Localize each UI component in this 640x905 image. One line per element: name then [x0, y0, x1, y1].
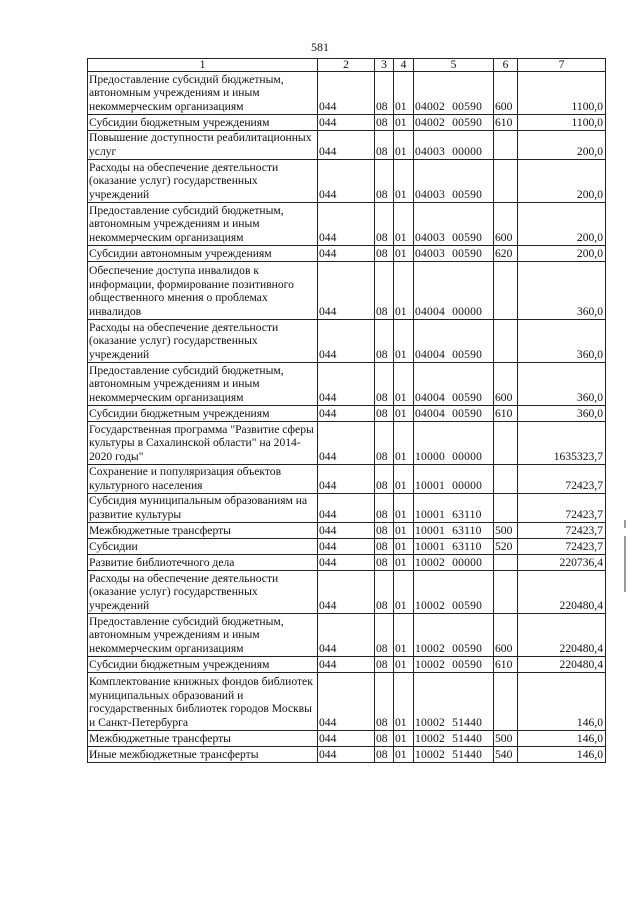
ministry-code: 044	[318, 731, 375, 747]
subsection-code: 01	[394, 72, 414, 115]
amount: 146,0	[518, 747, 606, 763]
target-article-code: 10002 00590	[414, 571, 494, 614]
ministry-code: 044	[318, 673, 375, 731]
subsection-code: 01	[394, 614, 414, 657]
target-article-code: 04003 00590	[414, 160, 494, 203]
target-article-code: 04004 00590	[414, 363, 494, 406]
ministry-code: 044	[318, 523, 375, 539]
amount: 360,0	[518, 363, 606, 406]
table-row	[88, 406, 606, 422]
amount: 220480,4	[518, 657, 606, 673]
expense-type-code	[494, 465, 518, 494]
ministry-code: 044	[318, 614, 375, 657]
subsection-code: 01	[394, 747, 414, 763]
scan-artifact	[624, 520, 626, 528]
expense-name: Субсидии бюджетным учреждениям	[88, 115, 318, 131]
ministry-code: 044	[318, 657, 375, 673]
expense-type-code: 520	[494, 539, 518, 555]
amount: 360,0	[518, 406, 606, 422]
amount: 360,0	[518, 262, 606, 320]
expense-type-code: 610	[494, 657, 518, 673]
amount: 146,0	[518, 731, 606, 747]
target-article-code: 10000 00000	[414, 422, 494, 465]
ministry-code: 044	[318, 539, 375, 555]
target-article-code: 04003 00590	[414, 246, 494, 262]
table-row	[88, 523, 606, 539]
section-code: 08	[375, 465, 394, 494]
subsection-code: 01	[394, 571, 414, 614]
expense-type-code: 500	[494, 731, 518, 747]
expense-name: Предоставление субсидий бюджетным, автономным учреждениям и иным некоммерческим организациям	[88, 614, 318, 657]
table-row	[88, 571, 606, 614]
expense-type-code: 500	[494, 523, 518, 539]
table-row	[88, 555, 606, 571]
table-header-row	[88, 59, 606, 72]
section-code: 08	[375, 422, 394, 465]
ministry-code: 044	[318, 363, 375, 406]
ministry-code: 044	[318, 246, 375, 262]
target-article-code: 10002 00000	[414, 555, 494, 571]
section-code: 08	[375, 523, 394, 539]
ministry-code: 044	[318, 115, 375, 131]
section-code: 08	[375, 673, 394, 731]
target-article-code: 10001 63110	[414, 539, 494, 555]
subsection-code: 01	[394, 160, 414, 203]
amount: 220480,4	[518, 571, 606, 614]
target-article-code: 04004 00590	[414, 406, 494, 422]
expense-type-code	[494, 494, 518, 523]
ministry-code: 044	[318, 422, 375, 465]
target-article-code: 04003 00000	[414, 131, 494, 160]
col-header-3: 3	[375, 59, 394, 72]
table-row	[88, 465, 606, 494]
table-row	[88, 131, 606, 160]
section-code: 08	[375, 363, 394, 406]
subsection-code: 01	[394, 246, 414, 262]
ministry-code: 044	[318, 203, 375, 246]
table-row	[88, 115, 606, 131]
amount: 1100,0	[518, 72, 606, 115]
col-header-2: 2	[318, 59, 375, 72]
section-code: 08	[375, 555, 394, 571]
expense-name: Расходы на обеспечение деятельности (оказание услуг) государственных учреждений	[88, 320, 318, 363]
expense-type-code: 600	[494, 72, 518, 115]
subsection-code: 01	[394, 131, 414, 160]
amount: 200,0	[518, 246, 606, 262]
subsection-code: 01	[394, 523, 414, 539]
subsection-code: 01	[394, 262, 414, 320]
section-code: 08	[375, 731, 394, 747]
section-code: 08	[375, 160, 394, 203]
expense-type-code: 600	[494, 203, 518, 246]
ministry-code: 044	[318, 160, 375, 203]
expense-type-code	[494, 160, 518, 203]
expense-name: Межбюджетные трансферты	[88, 731, 318, 747]
expense-type-code: 610	[494, 406, 518, 422]
section-code: 08	[375, 494, 394, 523]
expense-name: Предоставление субсидий бюджетным, автономным учреждениям и иным некоммерческим организациям	[88, 363, 318, 406]
section-code: 08	[375, 246, 394, 262]
table-row	[88, 673, 606, 731]
amount: 146,0	[518, 673, 606, 731]
expense-name: Субсидии	[88, 539, 318, 555]
section-code: 08	[375, 115, 394, 131]
table-row	[88, 657, 606, 673]
amount: 220480,4	[518, 614, 606, 657]
section-code: 08	[375, 614, 394, 657]
page-number: 581	[311, 40, 329, 54]
expense-name: Иные межбюджетные трансферты	[88, 747, 318, 763]
section-code: 08	[375, 571, 394, 614]
target-article-code: 10001 63110	[414, 494, 494, 523]
section-code: 08	[375, 539, 394, 555]
expense-type-code	[494, 422, 518, 465]
table-row	[88, 246, 606, 262]
table-row	[88, 494, 606, 523]
subsection-code: 01	[394, 731, 414, 747]
section-code: 08	[375, 320, 394, 363]
amount: 360,0	[518, 320, 606, 363]
ministry-code: 044	[318, 72, 375, 115]
col-header-7: 7	[518, 59, 606, 72]
target-article-code: 10002 00590	[414, 657, 494, 673]
subsection-code: 01	[394, 539, 414, 555]
subsection-code: 01	[394, 555, 414, 571]
ministry-code: 044	[318, 465, 375, 494]
expense-type-code: 600	[494, 363, 518, 406]
ministry-code: 044	[318, 555, 375, 571]
subsection-code: 01	[394, 673, 414, 731]
expense-name: Государственная программа "Развитие сферы культуры в Сахалинской области" на 2014-2020 годы"	[88, 422, 318, 465]
section-code: 08	[375, 72, 394, 115]
scan-artifact	[624, 536, 626, 592]
target-article-code: 10002 51440	[414, 731, 494, 747]
amount: 1635323,7	[518, 422, 606, 465]
expense-name: Расходы на обеспечение деятельности (оказание услуг) государственных учреждений	[88, 571, 318, 614]
amount: 1100,0	[518, 115, 606, 131]
subsection-code: 01	[394, 657, 414, 673]
target-article-code: 04002 00590	[414, 72, 494, 115]
target-article-code: 10001 63110	[414, 523, 494, 539]
amount: 72423,7	[518, 465, 606, 494]
ministry-code: 044	[318, 131, 375, 160]
expense-name: Межбюджетные трансферты	[88, 523, 318, 539]
expense-type-code: 540	[494, 747, 518, 763]
amount: 72423,7	[518, 523, 606, 539]
ministry-code: 044	[318, 494, 375, 523]
expense-type-code	[494, 673, 518, 731]
expense-type-code	[494, 571, 518, 614]
ministry-code: 044	[318, 320, 375, 363]
target-article-code: 04004 00000	[414, 262, 494, 320]
expense-type-code	[494, 262, 518, 320]
col-header-6: 6	[494, 59, 518, 72]
expense-name: Сохранение и популяризация объектов культурного населения	[88, 465, 318, 494]
table-row	[88, 262, 606, 320]
expense-name: Предоставление субсидий бюджетным, автономным учреждениям и иным некоммерческим организациям	[88, 72, 318, 115]
amount: 220736,4	[518, 555, 606, 571]
subsection-code: 01	[394, 203, 414, 246]
expense-type-code: 600	[494, 614, 518, 657]
ministry-code: 044	[318, 571, 375, 614]
subsection-code: 01	[394, 363, 414, 406]
table-row	[88, 203, 606, 246]
expense-name: Расходы на обеспечение деятельности (оказание услуг) государственных учреждений	[88, 160, 318, 203]
section-code: 08	[375, 131, 394, 160]
table-row	[88, 614, 606, 657]
table-row	[88, 731, 606, 747]
section-code: 08	[375, 203, 394, 246]
expense-type-code: 610	[494, 115, 518, 131]
expense-type-code: 620	[494, 246, 518, 262]
section-code: 08	[375, 406, 394, 422]
expense-name: Субсидии бюджетным учреждениям	[88, 406, 318, 422]
amount: 200,0	[518, 203, 606, 246]
table-row	[88, 363, 606, 406]
target-article-code: 10002 00590	[414, 614, 494, 657]
subsection-code: 01	[394, 422, 414, 465]
target-article-code: 10002 51440	[414, 747, 494, 763]
target-article-code: 10001 00000	[414, 465, 494, 494]
subsection-code: 01	[394, 406, 414, 422]
section-code: 08	[375, 747, 394, 763]
expense-name: Субсидии автономным учреждениям	[88, 246, 318, 262]
budget-table	[87, 58, 606, 763]
target-article-code: 04004 00590	[414, 320, 494, 363]
expense-name: Субсидия муниципальным образованиям на развитие культуры	[88, 494, 318, 523]
amount: 200,0	[518, 131, 606, 160]
expense-type-code	[494, 320, 518, 363]
table-row	[88, 422, 606, 465]
target-article-code: 04002 00590	[414, 115, 494, 131]
amount: 72423,7	[518, 494, 606, 523]
subsection-code: 01	[394, 320, 414, 363]
ministry-code: 044	[318, 406, 375, 422]
expense-name: Обеспечение доступа инвалидов к информации, формирование позитивного общественного мнения о проблемах инвалидов	[88, 262, 318, 320]
expense-name: Повышение доступности реабилитационных услуг	[88, 131, 318, 160]
target-article-code: 10002 51440	[414, 673, 494, 731]
ministry-code: 044	[318, 262, 375, 320]
expense-type-code	[494, 131, 518, 160]
section-code: 08	[375, 657, 394, 673]
subsection-code: 01	[394, 465, 414, 494]
expense-name: Развитие библиотечного дела	[88, 555, 318, 571]
ministry-code: 044	[318, 747, 375, 763]
expense-type-code	[494, 555, 518, 571]
col-header-1: 1	[88, 59, 318, 72]
table-row	[88, 320, 606, 363]
expense-name: Субсидии бюджетным учреждениям	[88, 657, 318, 673]
table-row	[88, 160, 606, 203]
expense-name: Предоставление субсидий бюджетным, автономным учреждениям и иным некоммерческим организациям	[88, 203, 318, 246]
col-header-4: 4	[394, 59, 414, 72]
section-code: 08	[375, 262, 394, 320]
table-row	[88, 72, 606, 115]
amount: 200,0	[518, 160, 606, 203]
subsection-code: 01	[394, 115, 414, 131]
table-row	[88, 539, 606, 555]
subsection-code: 01	[394, 494, 414, 523]
col-header-5: 5	[414, 59, 494, 72]
amount: 72423,7	[518, 539, 606, 555]
table-row	[88, 747, 606, 763]
expense-name: Комплектование книжных фондов библиотек муниципальных образований и государственных библиотек городов Москвы и Санкт-Петербурга	[88, 673, 318, 731]
target-article-code: 04003 00590	[414, 203, 494, 246]
